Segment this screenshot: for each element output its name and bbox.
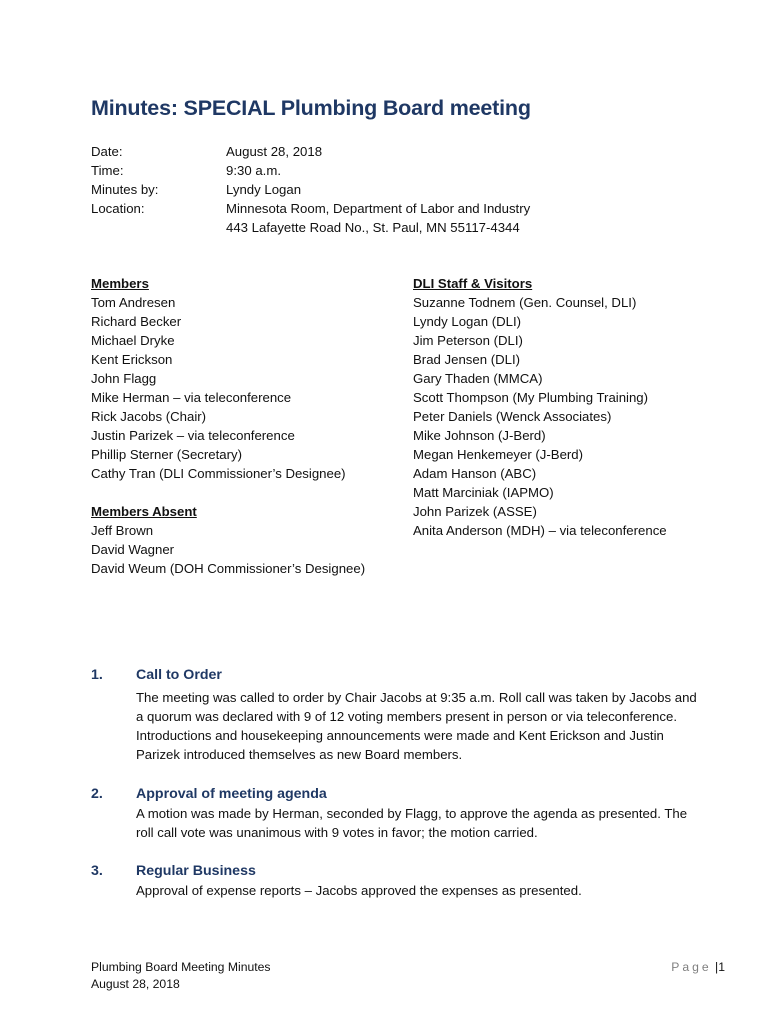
- attendance-right-column: [413, 274, 667, 540]
- section-line: The meeting was called to order by Chair Jacobs at 9:35 a.m. Roll call was taken by Jacobs and: [136, 690, 697, 705]
- staff-item: Brad Jensen (DLI): [413, 352, 521, 367]
- section-body: [91, 804, 726, 842]
- staff-heading: DLI Staff & Visitors: [413, 276, 533, 291]
- staff-item: John Parizek (ASSE): [413, 504, 537, 519]
- staff-item: Matt Marciniak (IAPMO): [413, 485, 554, 500]
- staff-item: Peter Daniels (Wenck Associates): [413, 409, 612, 424]
- meeting-details: [91, 142, 530, 237]
- members-absent-heading: Members Absent: [91, 504, 197, 519]
- page-label: Page: [671, 960, 712, 974]
- section-call-to-order: [91, 666, 731, 764]
- meta-value: Minnesota Room, Department of Labor and Industry: [226, 201, 531, 216]
- meta-label: Time:: [91, 163, 124, 178]
- section-body: [91, 688, 726, 764]
- section-line: a quorum was declared with 9 of 12 voting members present in person or via teleconference.: [136, 709, 677, 724]
- page-number: 1: [718, 960, 725, 974]
- section-body: [91, 881, 726, 900]
- member-item: John Flagg: [91, 371, 157, 386]
- attendance-left-column: [91, 274, 365, 578]
- meta-label: Location:: [91, 201, 145, 216]
- meta-label: Minutes by:: [91, 182, 159, 197]
- meta-value: Lyndy Logan: [226, 182, 302, 197]
- page-separator: |: [715, 960, 719, 974]
- section-title: Regular Business: [136, 863, 256, 879]
- member-item: Justin Parizek – via teleconference: [91, 428, 295, 443]
- staff-item: Scott Thompson (My Plumbing Training): [413, 390, 649, 405]
- member-item: Cathy Tran (DLI Commissioner’s Designee): [91, 466, 346, 481]
- section-heading: [91, 785, 731, 804]
- meta-value: 443 Lafayette Road No., St. Paul, MN 55117-4344: [226, 220, 520, 235]
- section-heading: [91, 666, 731, 685]
- section-title: Approval of meeting agenda: [136, 786, 327, 802]
- absent-member-item: David Wagner: [91, 542, 175, 557]
- section-line: Approval of expense reports – Jacobs approved the expenses as presented.: [136, 883, 582, 898]
- meta-row-location: [91, 199, 530, 218]
- staff-item: Anita Anderson (MDH) – via teleconference: [413, 523, 667, 538]
- section-regular-business: [91, 862, 731, 900]
- staff-item: Mike Johnson (J-Berd): [413, 428, 546, 443]
- section-line: Parizek introduced themselves as new Board members.: [136, 747, 463, 762]
- meta-row-time: [91, 161, 530, 180]
- member-item: Phillip Sterner (Secretary): [91, 447, 242, 462]
- meta-row-minutes-by: [91, 180, 530, 199]
- member-item: Kent Erickson: [91, 352, 173, 367]
- meta-label: Date:: [91, 144, 123, 159]
- section-line: roll call vote was unanimous with 9 votes in favor; the motion carried.: [136, 825, 538, 840]
- section-agenda-approval: [91, 785, 731, 842]
- section-number: 2.: [91, 786, 103, 802]
- section-line: A motion was made by Herman, seconded by Flagg, to approve the agenda as presented. The: [136, 806, 688, 821]
- footer-date: August 28, 2018: [91, 977, 180, 991]
- staff-item: Megan Henkemeyer (J-Berd): [413, 447, 584, 462]
- staff-item: Adam Hanson (ABC): [413, 466, 537, 481]
- meta-value: 9:30 a.m.: [226, 163, 281, 178]
- meta-row-address: [91, 218, 530, 237]
- section-number: 3.: [91, 863, 103, 879]
- section-title: Call to Order: [136, 667, 222, 683]
- meta-value: August 28, 2018: [226, 144, 323, 159]
- page-number-block: [671, 959, 725, 976]
- member-item: Tom Andresen: [91, 295, 176, 310]
- document-title: Minutes: SPECIAL Plumbing Board meeting: [91, 96, 531, 120]
- member-item: Michael Dryke: [91, 333, 175, 348]
- member-item: Richard Becker: [91, 314, 182, 329]
- staff-item: Gary Thaden (MMCA): [413, 371, 543, 386]
- section-line: Introductions and housekeeping announcements were made and Kent Erickson and Justin: [136, 728, 664, 743]
- section-heading: [91, 862, 731, 881]
- footer-title: Plumbing Board Meeting Minutes: [91, 960, 271, 974]
- meta-label: [91, 218, 226, 237]
- absent-member-item: David Weum (DOH Commissioner’s Designee): [91, 561, 366, 576]
- staff-item: Jim Peterson (DLI): [413, 333, 523, 348]
- staff-item: Suzanne Todnem (Gen. Counsel, DLI): [413, 295, 637, 310]
- members-absent-block: [91, 502, 365, 578]
- member-item: Mike Herman – via teleconference: [91, 390, 292, 405]
- section-number: 1.: [91, 667, 103, 683]
- staff-item: Lyndy Logan (DLI): [413, 314, 522, 329]
- absent-member-item: Jeff Brown: [91, 523, 154, 538]
- meta-row-date: [91, 142, 530, 161]
- members-heading: Members: [91, 276, 149, 291]
- page-footer: [91, 959, 271, 993]
- member-item: Rick Jacobs (Chair): [91, 409, 207, 424]
